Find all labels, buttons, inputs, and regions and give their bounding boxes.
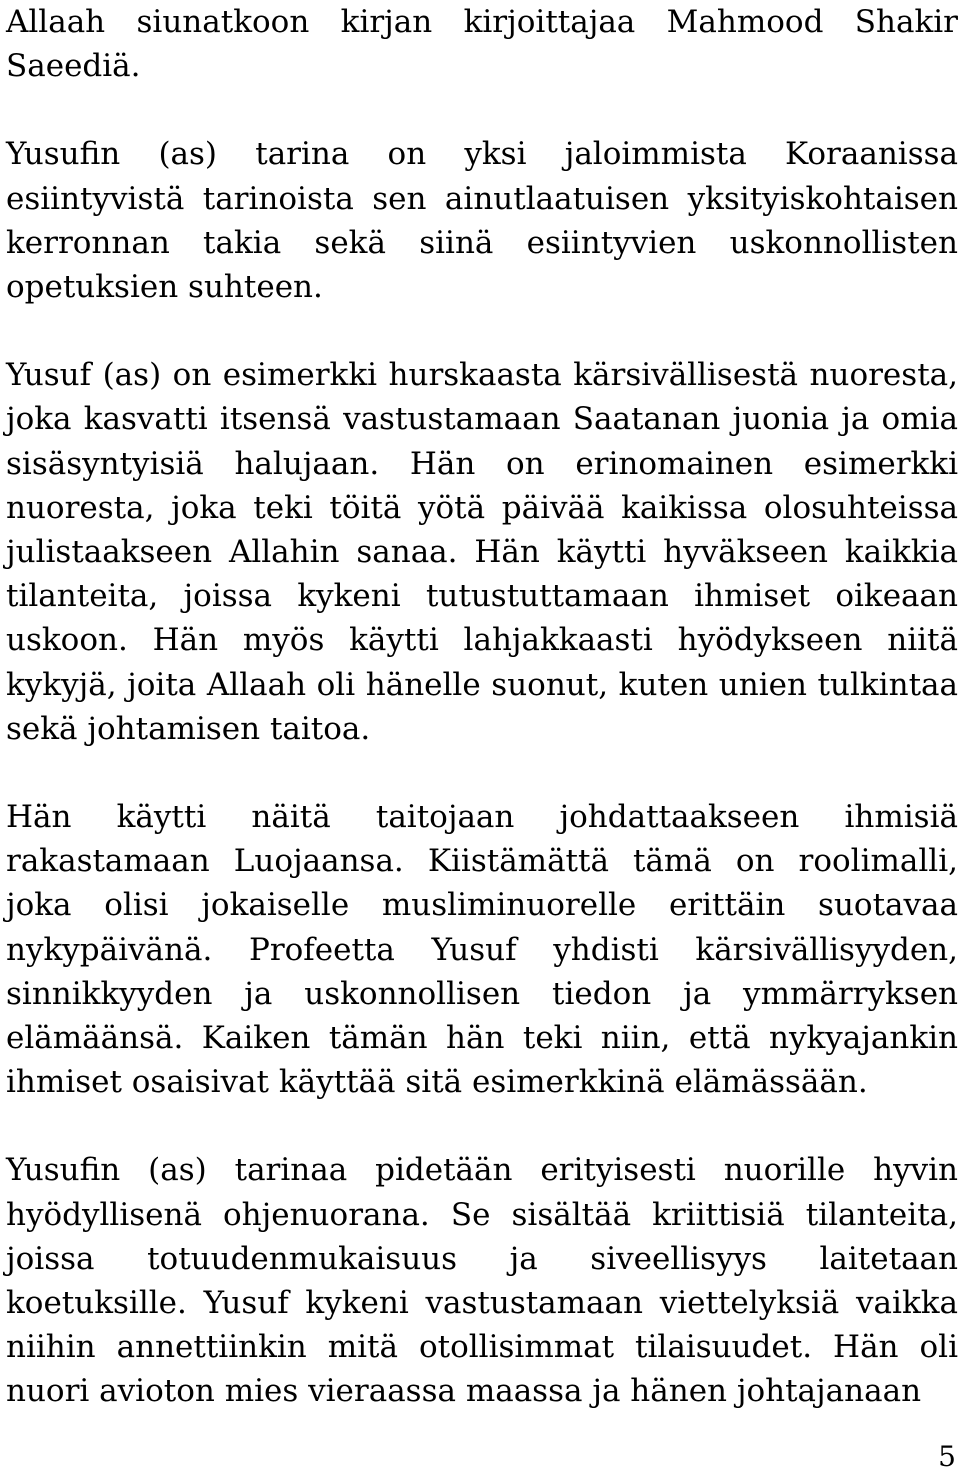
paragraph-youth-guidance: Yusufin (as) tarinaa pidetään erityisesti nuorille hyvin hyödyllisenä ohjenuorana. Se sisältää kriittisiä tilanteita, joissa totuudenmukaisuus ja siveellisyys laitetaan koetuksille. Yusuf kykeni vastustamaan viettelyksiä vaikka niihin annettiinkin mitä otollisimmat tilaisuudet. Hän oli nuori avioton mies vieraassa maassa ja hänen johtajanaan bbox=[6, 1152, 958, 1410]
paragraph-introduction: Yusufin (as) tarina on yksi jaloimmista Koraanissa esiintyvistä tarinoista sen ainutlaatuisen yksityiskohtaisen kerronnan takia sekä siinä esiintyvien uskonnollisten opetuksien suhteen. bbox=[6, 136, 958, 306]
paragraph-blessing: Allaah siunatkoon kirjan kirjoittajaa Mahmood Shakir Saeediä. bbox=[6, 4, 958, 85]
paragraph-role-model: Hän käytti näitä taitojaan johdattaakseen ihmisiä rakastamaan Luojaansa. Kiistämättä tämä on roolimalli, joka olisi jokaiselle musliminuorelle erittäin suotavaa nykypäivänä. Profeetta Yusuf yhdisti kärsivällisyyden, sinnikkyyden ja uskonnollisen tiedon ja ymmärryksen elämäänsä. Kaiken tämän hän teki niin, että nykyajankin ihmiset osaisivat käyttää sitä esimerkkinä elämässään. bbox=[6, 799, 958, 1101]
paragraph-yusuf-example: Yusuf (as) on esimerkki hurskaasta kärsivällisestä nuoresta, joka kasvatti itsensä vastustamaan Saatanan juonia ja omia sisäsyntyisiä halujaan. Hän on erinomainen esimerkki nuoresta, joka teki töitä yötä päivää kaikissa olosuhteissa julistaakseen Allahin sanaa. Hän käytti hyväkseen kaikkia tilanteita, joissa kykeni tutustuttamaan ihmiset oikeaan uskoon. Hän myös käytti lahjakkaasti hyödykseen niitä kykyjä, joita Allaah oli hänelle suonut, kuten unien tulkintaa sekä johtamisen taitoa. bbox=[6, 357, 958, 747]
page-number: 5 bbox=[938, 1440, 956, 1473]
document-page bbox=[6, 0, 958, 1414]
